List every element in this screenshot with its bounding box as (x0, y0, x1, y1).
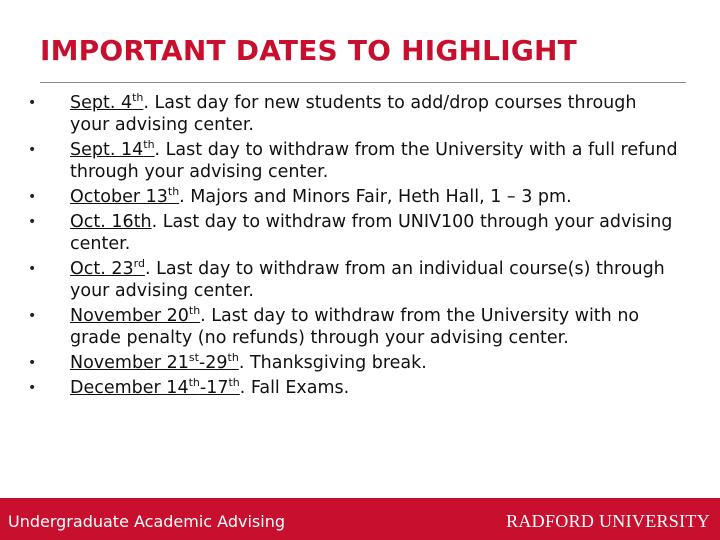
dates-list (28, 92, 678, 402)
university-logo-text: RADFORD UNIVERSITY (506, 511, 710, 531)
date-label: Sept. 4th (70, 91, 144, 113)
item-description: . Last day to withdraw from the University with a full refund through your advising center. (70, 140, 678, 182)
list-item (28, 186, 678, 208)
list-item (28, 211, 678, 255)
item-description: . Last day to withdraw from an individual course(s) through your advising center. (70, 259, 665, 301)
footer-department-label: Undergraduate Academic Advising (8, 512, 285, 531)
item-description: . Thanksgiving break. (238, 353, 427, 373)
list-item (28, 92, 678, 136)
footer-bar (0, 498, 720, 540)
date-label: October 13th (70, 185, 180, 207)
bullet-icon: • (28, 189, 37, 205)
date-label: December 14th-17th (70, 376, 240, 398)
item-description: . Last day to withdraw from the University with no grade penalty (no refunds) through your advising center. (70, 306, 640, 348)
date-label: November 20th (70, 304, 201, 326)
bullet-icon: • (28, 308, 37, 324)
list-item (28, 305, 678, 349)
bullet-icon: • (28, 355, 37, 371)
bullet-icon: • (28, 142, 37, 158)
item-description: . Last day to withdraw from UNIV100 through your advising center. (70, 212, 673, 254)
bullet-icon: • (28, 261, 37, 277)
item-description: . Last day for new students to add/drop courses through your advising center. (70, 93, 637, 135)
list-item (28, 377, 678, 399)
item-description: . Fall Exams. (239, 378, 350, 398)
item-description: . Majors and Minors Fair, Heth Hall, 1 – 3 pm. (179, 187, 572, 207)
list-item (28, 139, 678, 183)
list-item (28, 352, 678, 374)
list-item (28, 258, 678, 302)
date-label: November 21st-29th (70, 351, 239, 373)
date-label: Oct. 16th (70, 212, 152, 232)
date-label: Oct. 23rd (70, 257, 145, 279)
title-divider (40, 82, 686, 83)
slide-title: IMPORTANT DATES TO HIGHLIGHT (40, 34, 577, 67)
bullet-icon: • (28, 214, 37, 230)
date-label: Sept. 14th (70, 138, 155, 160)
bullet-icon: • (28, 380, 37, 396)
bullet-icon: • (28, 95, 37, 111)
